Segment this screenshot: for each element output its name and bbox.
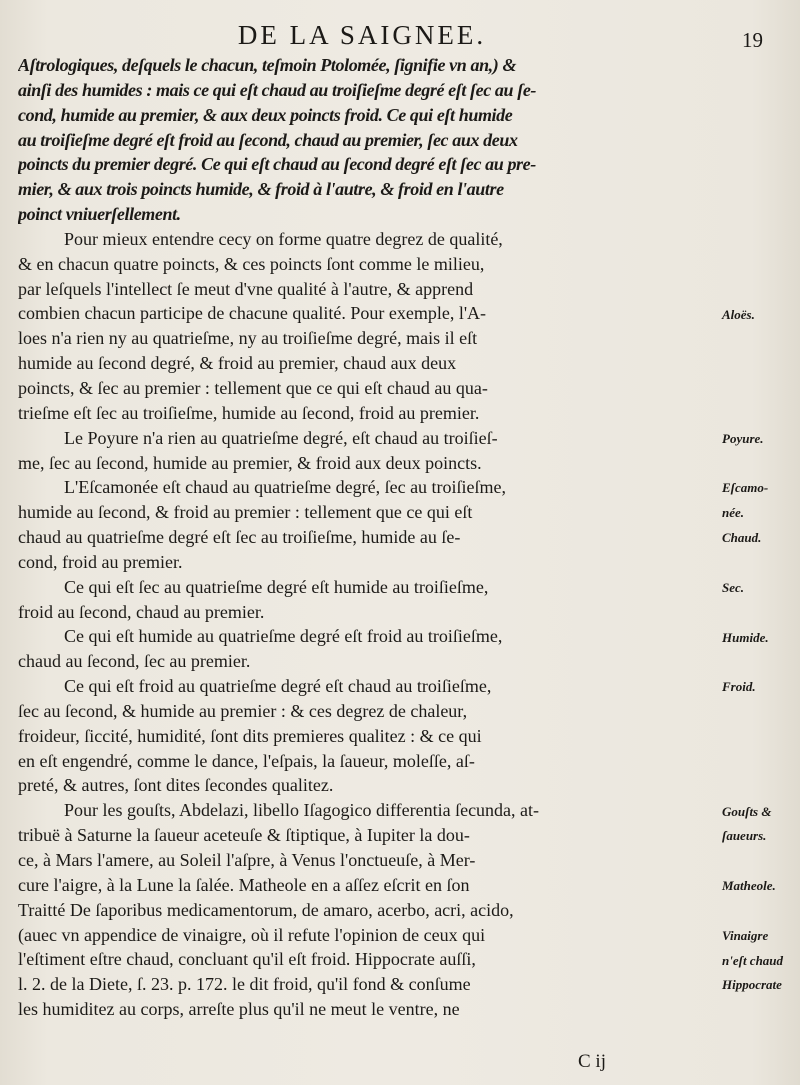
margin-note: Matheole. <box>722 878 776 894</box>
margin-note: n'eſt chaud <box>722 952 784 968</box>
margin-note: Sec. <box>722 579 745 595</box>
text-line: humide au ſecond degré, & froid au premier, chaud aux deux <box>18 353 457 374</box>
text-line: cond, humide au premier, & aux deux poincts froid. Ce qui eſt humide <box>18 104 513 125</box>
text-line: ainſi des humides : mais ce qui eſt chaud au troiſieſme degré eſt ſec au ſe- <box>18 79 537 100</box>
margin-note: Humide. <box>722 629 769 645</box>
text-line: ce, à Mars l'amere, au Soleil l'aſpre, à Venus l'onctueuſe, à Mer- <box>18 850 476 870</box>
signature-mark: C ij <box>578 1051 606 1072</box>
text-line: chaud au quatrieſme degré eſt ſec au troiſieſme, humide au ſe- <box>18 527 461 548</box>
text-line: Traitté De ſaporibus medicamentorum, de amaro, acerbo, acri, acido, <box>18 899 514 920</box>
text-line: & en chacun quatre poincts, & ces poincts ſont comme le milieu, <box>18 253 485 274</box>
text-line: me, ſec au ſecond, humide au premier, & froid aux deux poincts. <box>18 452 482 473</box>
text-line: poincts, & ſec au premier : tellement que ce qui eſt chaud au qua- <box>18 377 488 398</box>
text-line: Aſtrologiques, deſquels le chacun, teſmoin Ptolomée, ſignifie vn an,) & <box>18 55 517 75</box>
margin-note: Vinaigre <box>722 927 769 943</box>
text-line: combien chacun participe de chacune qualité. Pour exemple, l'A- <box>18 303 487 324</box>
text-line: par leſquels l'intellect ſe meut d'vne qualité à l'autre, & apprend <box>18 278 474 299</box>
text-line: L'Eſcamonée eſt chaud au quatrieſme degré, ſec au troiſieſme, <box>64 477 507 498</box>
page-header <box>0 20 800 56</box>
text-line: Ce qui eſt ſec au quatrieſme degré eſt humide au troiſieſme, <box>64 576 489 597</box>
body-text <box>18 53 724 1022</box>
text-line: Pour mieux entendre cecy on forme quatre degrez de qualité, <box>64 228 503 249</box>
margin-note: Eſcamo- <box>722 480 769 496</box>
margin-note: Poyure. <box>722 430 764 446</box>
margin-note: Gouſts & <box>722 803 772 819</box>
text-line: ſec au ſecond, & humide au premier : & ces degrez de chaleur, <box>18 700 468 721</box>
text-line: froid au ſecond, chaud au premier. <box>18 601 265 622</box>
text-line: au troiſieſme degré eſt froid au ſecond, chaud au premier, ſec aux deux <box>18 129 518 150</box>
margin-note: Froid. <box>722 679 756 695</box>
text-line: l. 2. de la Diete, ſ. 23. p. 172. le dit froid, qu'il fond & conſume <box>18 974 471 995</box>
text-line: Ce qui eſt humide au quatrieſme degré eſt froid au troiſieſme, <box>64 626 503 647</box>
text-line: cond, froid au premier. <box>18 551 183 572</box>
text-line: poinct vniuerſellement. <box>18 204 181 225</box>
text-line: cure l'aigre, à la Lune la ſalée. Matheole en a aſſez eſcrit en ſon <box>18 874 470 895</box>
text-line: poincts du premier degré. Ce qui eſt chaud au ſecond degré eſt ſec au pre- <box>18 154 536 175</box>
text-line: humide au ſecond, & froid au premier : tellement que ce qui eſt <box>18 502 473 523</box>
margin-note: ſaueurs. <box>722 828 767 844</box>
text-line: Pour les gouſts, Abdelazi, libello Iſagogico differentia ſecunda, at- <box>64 800 540 821</box>
text-line: Ce qui eſt froid au quatrieſme degré eſt chaud au troiſieſme, <box>64 676 492 697</box>
text-line: (auec vn appendice de vinaigre, où il refute l'opinion de ceux qui <box>18 924 486 945</box>
text-line: l'eſtiment eſtre chaud, concluant qu'il eſt froid. Hippocrate auſſi, <box>18 949 476 970</box>
margin-note: née. <box>722 505 745 521</box>
text-line: tribuë à Saturne la ſaueur aceteuſe & ſtiptique, à Iupiter la dou- <box>18 825 470 846</box>
text-line: les humiditez au corps, arreſte plus qu'il ne meut le ventre, ne <box>18 999 460 1020</box>
margin-note: Hippocrate <box>722 977 782 993</box>
text-line: loes n'a rien ny au quatrieſme, ny au troiſieſme degré, mais il eſt <box>18 328 478 349</box>
page-number: 19 <box>742 28 763 52</box>
text-line: Le Poyure n'a rien au quatrieſme degré, eſt chaud au troiſieſ- <box>64 427 498 448</box>
running-title: DE LA SAIGNEE. <box>237 20 487 50</box>
margin-note: Aloës. <box>722 306 755 322</box>
text-line: mier, & aux trois poincts humide, & froid à l'autre, & froid en l'autre <box>18 179 504 200</box>
text-line: preté, & autres, ſont dites ſecondes qualitez. <box>18 775 334 796</box>
text-line: froideur, ſiccité, humidité, ſont dits premieres qualitez : & ce qui <box>18 725 482 746</box>
text-line: trieſme eſt ſec au troiſieſme, humide au ſecond, froid au premier. <box>18 402 480 423</box>
text-line: chaud au ſecond, ſec au premier. <box>18 651 251 672</box>
text-line: en eſt engendré, comme le dance, l'eſpais, la ſaueur, moleſſe, aſ- <box>18 750 475 771</box>
margin-note: Chaud. <box>722 530 762 546</box>
